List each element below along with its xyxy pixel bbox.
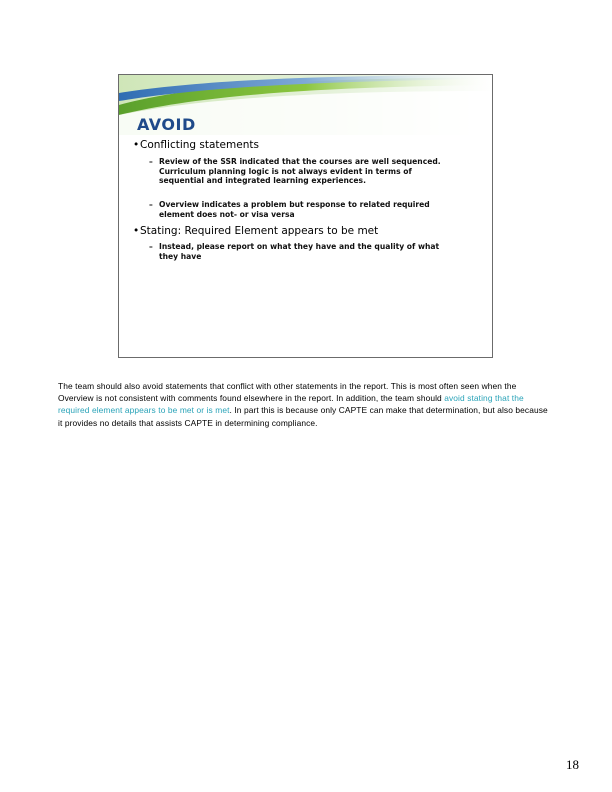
highlighted-text: avoid stating that the required element appears to be met or is met [58, 393, 524, 416]
bullet-text: Conflicting statements [140, 139, 259, 151]
sub-bullet: – Review of the SSR indicated that the courses are well sequenced. Curriculum planning logic is not always evident in terms of sequential and integrated learning experiences. [149, 157, 441, 186]
bullet-text: Stating: Required Element appears to be met [140, 225, 379, 237]
page-number: 18 [566, 757, 579, 772]
sub-bullet: – Overview indicates a problem but response to related required element does not- or visa versa [149, 200, 430, 219]
sub-bullet: – Instead, please report on what they have and the quality of what they have [149, 242, 440, 261]
bullet-stating-required-element: •Stating: Required Element appears to be met [133, 225, 379, 237]
slide-title: AVOID [137, 115, 196, 134]
slide-thumbnail [118, 74, 493, 358]
bullet-conflicting-statements: •Conflicting statements [133, 139, 259, 151]
notes-paragraph: The team should also avoid statements that conflict with other statements in the report. This is most often seen when the Overview is not consistent with comments found elsewhere in the report. In addition, the team should avoid stating that the required element appears to be met or is met. In part this is because only CAPTE can make that determination, but also because it provides no details that assists CAPTE in determining compliance. [58, 381, 548, 428]
